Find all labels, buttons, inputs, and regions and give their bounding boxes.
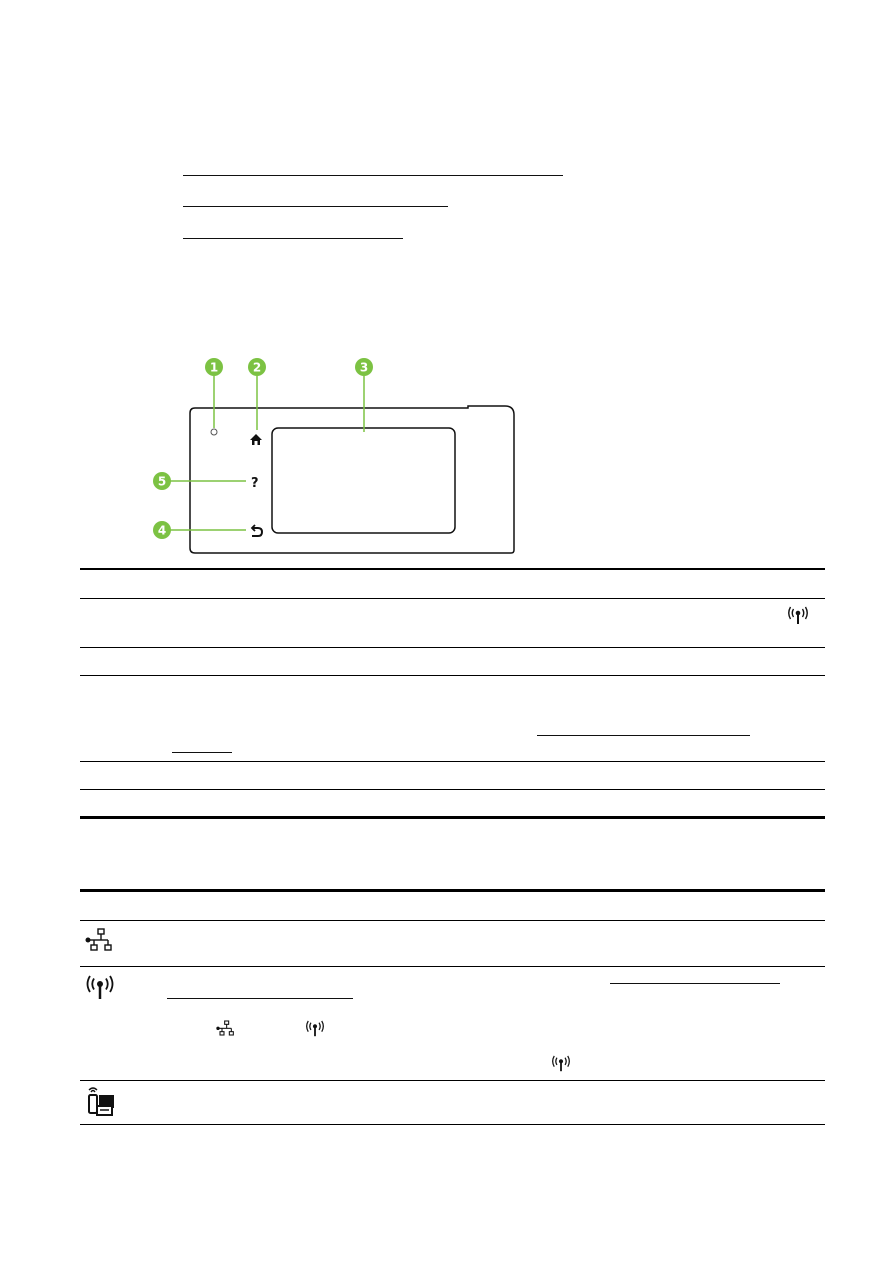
top-link-1[interactable] [183,175,563,176]
table2-header-rule [80,920,825,921]
control-panel-figure [150,350,530,560]
table1-link-part-2[interactable] [172,752,232,753]
table1-row-rule-3 [80,761,825,762]
wireless-icon [85,975,115,1001]
svg-text:3: 3 [359,360,369,375]
wireless-icon [305,1020,325,1038]
wifi-direct-icon [86,1087,116,1117]
callout-3 [355,358,373,376]
table2-row-rule-2 [80,1080,825,1081]
table1-bottom-rule [80,816,825,819]
wired-network-icon [216,1020,236,1038]
callout-2 [248,358,266,376]
table1-link-part-1[interactable] [537,735,750,736]
svg-text:1: 1 [209,360,219,375]
display-screen [272,428,455,533]
table1-header-rule [80,598,825,599]
wireless-icon [787,606,809,626]
table1-top-rule [80,568,825,570]
top-link-3[interactable] [183,238,403,239]
light-dot-icon [211,429,217,435]
callout-1 [205,358,223,376]
table2-link-part-2[interactable] [167,998,353,999]
svg-text:5: 5 [157,474,167,489]
callout-5 [153,472,171,490]
home-icon [250,434,262,445]
svg-text:4: 4 [157,523,167,538]
table2-row-rule-1 [80,966,825,967]
table2-bottom-rule [80,1124,825,1125]
top-link-2[interactable] [183,206,448,207]
table1-row-rule-4 [80,789,825,790]
svg-text:2: 2 [252,360,262,375]
table2-link-part-1[interactable] [610,983,780,984]
table1-row-rule-2 [80,675,825,676]
wireless-icon [551,1055,571,1073]
back-icon [252,525,262,536]
help-icon: ? [251,476,259,491]
callout-4 [153,521,171,539]
table2-top-rule [80,889,825,892]
wired-network-icon [85,928,115,954]
table1-row-rule-1 [80,647,825,648]
